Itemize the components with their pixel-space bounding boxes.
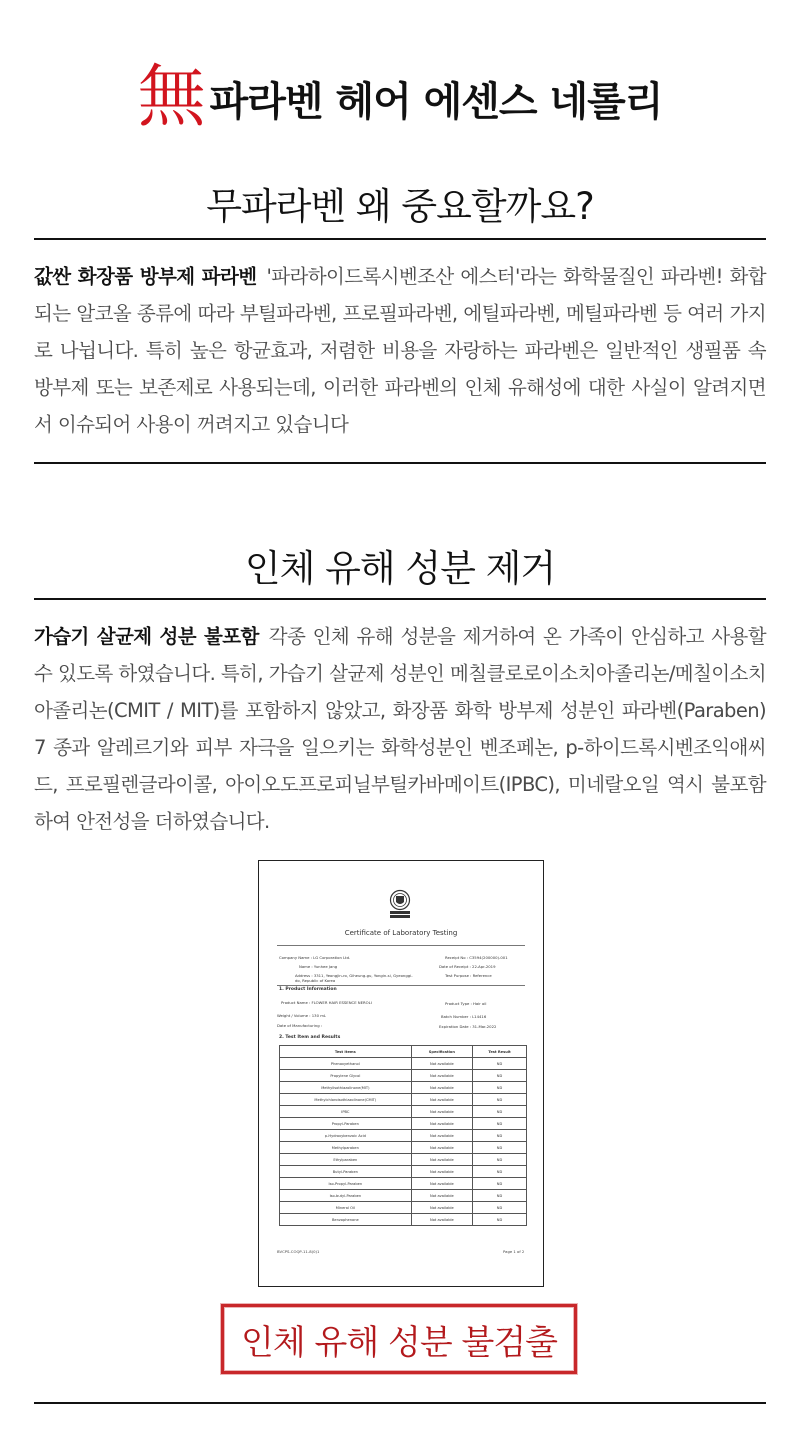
table-row	[280, 1106, 527, 1118]
certificate-title: Certificate of Laboratory Testing	[344, 929, 458, 937]
cell-specification: Not available	[411, 1058, 472, 1070]
cell-test-result: ND	[473, 1190, 527, 1202]
cert-weight: Weight / Volume : 130 mL	[277, 1013, 327, 1018]
cell-test-item: Propylene Glycol	[280, 1070, 412, 1082]
col-specification: Specification	[411, 1046, 472, 1058]
cell-test-result: ND	[473, 1058, 527, 1070]
cell-test-result: ND	[473, 1130, 527, 1142]
cert-product-type: Product Type : Hair oil	[445, 1001, 487, 1006]
cell-test-item: Benzophenone	[280, 1214, 412, 1226]
ingredients-lead: 가습기 살균제 성분 불포함	[34, 625, 259, 648]
cell-test-result: ND	[473, 1214, 527, 1226]
cell-test-result: ND	[473, 1142, 527, 1154]
col-test-result: Test Result	[473, 1046, 527, 1058]
cell-test-item: p-Hydroxybenzoic Acid	[280, 1130, 412, 1142]
cell-test-result: ND	[473, 1106, 527, 1118]
cell-specification: Not available	[411, 1166, 472, 1178]
cell-test-item: Phenoxyethanol	[280, 1058, 412, 1070]
cell-test-item: IPBC	[280, 1106, 412, 1118]
cert-section-results: 2. Test Item and Results	[279, 1035, 341, 1040]
cell-specification: Not available	[411, 1202, 472, 1214]
cell-test-result: ND	[473, 1082, 527, 1094]
section-title-harmful-removed: 인체 유해 성분 제거	[244, 547, 556, 590]
cell-specification: Not available	[411, 1106, 472, 1118]
cell-test-item: Methylisothiazolinone(MIT)	[280, 1082, 412, 1094]
cell-test-result: ND	[473, 1118, 527, 1130]
cert-footer-code: BVCPS-COQP-11-8(0)1	[277, 1249, 320, 1254]
cell-test-item: Methylparaben	[280, 1142, 412, 1154]
cell-test-item: Iso-Propyl-Paraben	[280, 1178, 412, 1190]
section-title-why-paraben-free: 무파라벤 왜 중요할까요?	[206, 185, 594, 228]
bureau-veritas-seal-icon	[388, 889, 412, 919]
col-test-items: Test Items	[280, 1046, 412, 1058]
table-row	[280, 1166, 527, 1178]
cell-specification: Not available	[411, 1118, 472, 1130]
cert-date-receipt: Date of Receipt : 22-Apr-2019	[439, 964, 496, 969]
not-detected-stamp	[221, 1304, 577, 1374]
cert-expiration: Expiration Date : 31-Mar-2022	[439, 1024, 497, 1029]
cert-batch: Batch Number : L14416	[441, 1014, 487, 1019]
table-row	[280, 1094, 527, 1106]
ingredients-body: 각종 인체 유해 성분을 제거하여 온 가족이 안심하고 사용할 수 있도록 하였습니다. 특히, 가습기 살균제 성분인 메칠클로로이소치아졸리논/메칠이소치아졸리논(CMIT / MIT)를 포함하지 않았고, 화장품 화학 방부제 성분인 파라벤(Paraben) 7 종과 알레르기와 피부 자극을 일으키는 화학성분인 벤조페논, p-하이드록시벤조익애씨드, 프로필렌글라이콜, 아이오도프로피닐부틸카바메이트(IPBC), 미네랄오일 역시 불포함하여 안전성을 더하였습니다.	[34, 625, 766, 833]
table-row	[280, 1058, 527, 1070]
cell-test-result: ND	[473, 1154, 527, 1166]
section-rule-top	[34, 598, 766, 600]
page-bottom-rule	[34, 1402, 766, 1404]
cell-specification: Not available	[411, 1082, 472, 1094]
cert-section-product-info: 1. Product Information	[279, 987, 337, 992]
table-row	[280, 1070, 527, 1082]
product-title: 파라벤 헤어 에센스 네롤리	[209, 78, 663, 125]
cell-specification: Not available	[411, 1094, 472, 1106]
cell-specification: Not available	[411, 1130, 472, 1142]
table-row	[280, 1082, 527, 1094]
mu-hanja-mark: 無	[137, 58, 206, 137]
cert-name: Name : Yunhee Jang	[299, 964, 338, 969]
cert-product-name: Product Name : FLOWER HAIR ESSENCE NEROLI	[281, 1000, 372, 1005]
table-row	[280, 1130, 527, 1142]
paraben-body: '파라하이드록시벤조산 에스터'라는 화학물질인 파라벤! 화합되는 알코올 종류에 따라 부틸파라벤, 프로필파라벤, 에틸파라벤, 메틸파라벤 등 여러 가지로 나뉩니다. 특히 높은 항균효과, 저렴한 비용을 자랑하는 파라벤은 일반적인 생필품 속 방부제 또는 보존제로 사용되는데, 이러한 파라벤의 인체 유해성에 대한 사실이 알려지면서 이슈되어 사용이 꺼려지고 있습니다	[34, 265, 766, 436]
certificate-rule	[277, 945, 525, 946]
cell-specification: Not available	[411, 1070, 472, 1082]
cell-test-item: Butyl-Paraben	[280, 1166, 412, 1178]
cell-specification: Not available	[411, 1190, 472, 1202]
cell-test-item: Iso-butyl-Paraben	[280, 1190, 412, 1202]
table-row	[280, 1118, 527, 1130]
cell-test-result: ND	[473, 1094, 527, 1106]
table-row	[280, 1202, 527, 1214]
stamp-text: 인체 유해 성분 불검출	[240, 1322, 558, 1363]
cert-manufacture-date: Date of Manufacturing :	[277, 1023, 323, 1028]
cell-test-item: Methylchloroisothiazolinone(CMIT)	[280, 1094, 412, 1106]
table-row	[280, 1142, 527, 1154]
cert-receipt-no: Receipt No : C3594(200000)-001	[445, 955, 508, 960]
cert-company: Company Name : LG Corporation Ltd.	[279, 955, 351, 960]
cell-specification: Not available	[411, 1154, 472, 1166]
table-row	[280, 1178, 527, 1190]
cert-page-number: Page 1 of 2	[503, 1249, 525, 1254]
table-row	[280, 1154, 527, 1166]
cell-specification: Not available	[411, 1214, 472, 1226]
cert-test-purpose: Test Purpose : Reference	[445, 973, 492, 978]
cell-test-item: Propyl-Paraben	[280, 1118, 412, 1130]
cell-test-result: ND	[473, 1070, 527, 1082]
paraben-lead: 값싼 화장품 방부제 파라벤	[34, 265, 257, 288]
table-row	[280, 1214, 527, 1226]
cert-results-body	[280, 1058, 527, 1226]
cert-address: Address : 3311, Yeongjin-ro, Giheung-gu, Yongin-si, Gyeonggi-do, Republic of Korea	[295, 973, 413, 983]
cell-specification: Not available	[411, 1142, 472, 1154]
paraben-paragraph	[34, 258, 766, 443]
lab-certificate-image	[258, 860, 544, 1287]
cell-test-item: Mineral Oil	[280, 1202, 412, 1214]
cert-results-table	[279, 1045, 527, 1226]
hero-header	[0, 56, 800, 140]
table-row	[280, 1190, 527, 1202]
ingredients-paragraph	[34, 618, 766, 840]
cell-test-result: ND	[473, 1202, 527, 1214]
cell-specification: Not available	[411, 1178, 472, 1190]
table-header-row	[280, 1046, 527, 1058]
certificate-rule	[277, 985, 525, 986]
cell-test-item: Ethylparaben	[280, 1154, 412, 1166]
section-rule-bottom	[34, 462, 766, 464]
cell-test-result: ND	[473, 1178, 527, 1190]
cell-test-result: ND	[473, 1166, 527, 1178]
section-rule-top	[34, 238, 766, 240]
